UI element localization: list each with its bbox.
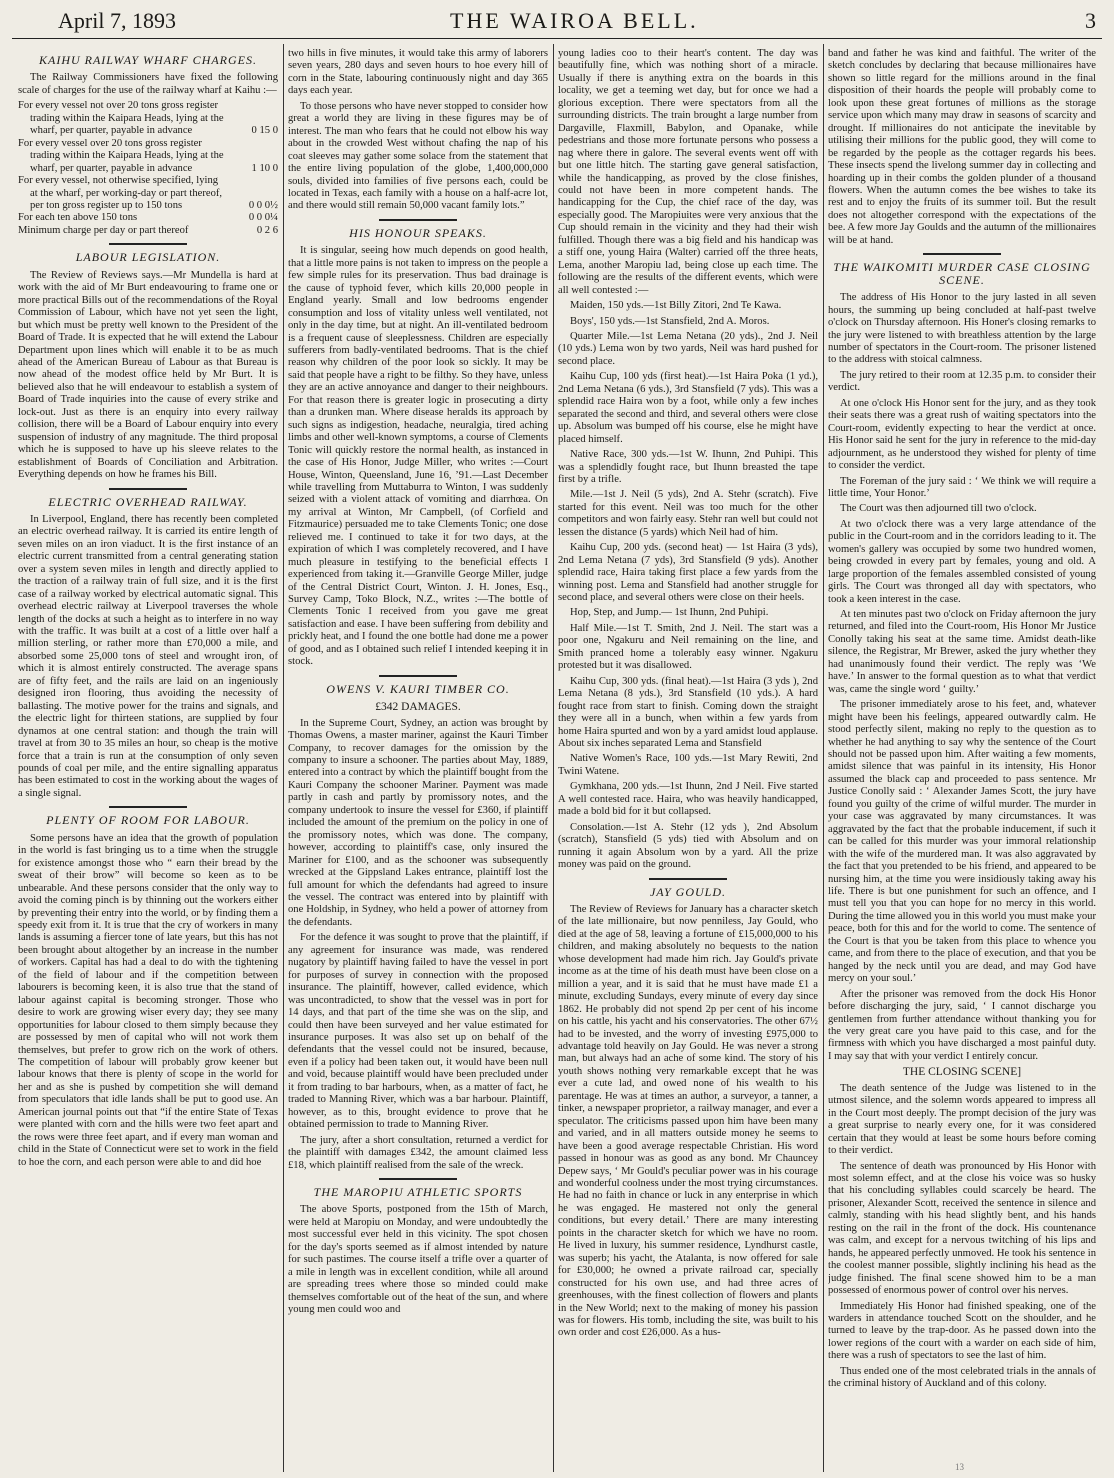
column-divider	[823, 44, 824, 1472]
column-1	[18, 48, 278, 1470]
article-paragraph: The Court was then adjourned till two o'clock.	[840, 503, 1037, 515]
charge-amount: 1 10 0	[251, 162, 278, 174]
section-rule	[379, 675, 457, 677]
article-paragraph: young ladies coo to their heart's content. The day was beautifully fine, which was nothing short of a miracle. Usually if there is anything extra on the boards in this locality, we get a teeming wet day, but for once we had a glorious exception. There were spectators from all the surrounding districts. The train brought a large number from Dargaville, Flaxmill, Babylon, and Opanake, while pedestrians and those more fortunate persons who possess a nag where there in galore. The several events went off with but one little hitch. The starting gave general satisfaction, while the handicapping, as proved by the close finishes, could not have been in more competent hands. The handicapping for the Cup, the chief race of the day, was especially good. The Maropiuites were very anxious that the Cup should remain in the vicinity and they had their wish fulfilled. Though there was a big field and his handicap was a stiff one, young Haira (Walter) carried off the three heats, Lema, another Maropiu lad, being close up each time. The following are the results of the different events, which were all well contested :—	[558, 48, 818, 296]
race-result: Kaihu Cup, 100 yds (first heat).—1st Haira Poka (1 yd.), 2nd Lema Netana (6 yds.), 3rd Stansfield (7 yds). This was a splendid race Haira won by a foot, while only a few inches separated the second and third, and several others were close up. Absolum was bumped off his course, else he might have placed himself.	[558, 371, 818, 445]
newspaper-title: THE WAIROA BELL.	[450, 8, 699, 33]
article-paragraph: Immediately His Honor had finished speaking, one of the warders in attendance touched Scott on the shoulder, and he turned to leave by the trap-door. As he passed down into the lower regions of the court with a warder on each side of him, there was a rush of spectators to see the last of him.	[828, 1300, 1096, 1362]
article-paragraph: The Foreman of the jury said : ‘ We think we will require a little time, Your Honor.’	[828, 475, 1096, 499]
article-paragraph: The Review of Reviews says.—Mr Mundella is hard at work with the aid of Mr Burt endeavouring to frame one or more practical Bills out of the recommendations of the Royal Commission of Labour, which have not yet seen the light, but which must be pretty well known to the President of the Board of Trade. It is expected that he will extend the Labour Department upon lines which will enable it to be as much ahead of the American Bureau of Labour as that Bureau is now ahead of the modest office held by Mr Burt. It is believed also that he will endeavour to establish a system of Board of Trade inquiries into the cause of every strike and lock-out. Just as there is an enquiry into every railway collision, there will be a Board of Labour enquiry into every suspension of industry of any magnitude. The third proposal which he is supposed to have up his sleeve relates to the establishment of Boards of Conciliation and Arbitration. Everything depends on how he frames his Bill.	[18, 269, 278, 481]
article-paragraph: At ten minutes past two o'clock on Friday afternoon the jury returned, and filed into the Court-room, His Honor Mr Justice Conolly taking his seat at the same time. Amidst death-like silence, the Registrar, Mr Brewer, asked the jury whether they had unanimously found their verdict. The reply was ‘We have.’ In answer to the formal question as to what that verdict was, came the single word ‘ guilty.’	[828, 609, 1096, 695]
column-3	[558, 48, 818, 1470]
article-subheading: THE CLOSING SCENE]	[902, 1066, 1022, 1079]
charge-row	[18, 225, 278, 237]
article-paragraph: In Liverpool, England, there has recently been completed an electric overhead railway. It is carried its entire length of seven miles on an iron viaduct. It is the first instance of an electric current transmitted from a central generating station over a system seven miles in length and directly applied to the traction of a railway train of full size, and it is the first case of a railway worked by electrical automatic signal. This overhead electric railway at Liverpool traverses the whole length of the docks at such a height as to interfere in no way with the traffic. It was built at a cost of a little over half a million sterling, or rather more than £70,000 a mile, and absorbed some 25,000 tons of steel and wrought iron, of which it is almost entirely constructed. The average spans are of fifty feet, and the rails are laid on an ingeniously designed iron flooring, thus avoiding the necessity of ballasting. The motive power for the trains and signals, and the electric light for thirteen stations, are supplied by four dynamos at one central station: and though the train will travel at from 30 to 35 miles an hour, so cheap is the motive force that a train is run at the consumption of only seven pounds of coal per mile, and the entire signalling apparatus has been estimated to cost in the working about the wages of a single signal.	[18, 513, 278, 799]
article-heading: JAY GOULD.	[649, 884, 726, 899]
charges-table	[18, 100, 278, 237]
race-result: Native Women's Race, 100 yds.—1st Mary Rewiti, 2nd Twini Watene.	[558, 753, 818, 777]
article-heading: OWENS V. KAURI TIMBER CO.	[326, 681, 510, 696]
charge-amount: 0 15 0	[251, 125, 278, 137]
article-paragraph: After the prisoner was removed from the dock His Honor before discharging the jury, said, ‘ I cannot discharge you gentlemen from further attendance without thanking you for the very great care you have paid to this case, and for the firmness with which you have discharged a most painful duty. I may say that with your verdict I entirely concur.	[828, 988, 1096, 1062]
section-rule	[649, 878, 727, 880]
charge-label: Minimum charge per day or part thereof	[18, 224, 189, 236]
article-paragraph: The above Sports, postponed from the 15th of March, were held at Maropiu on Monday, and were undoubtedly the most successful ever held in this vicinity. The spot chosen for the day's sports seemed as if almost intended by nature for such pastimes. The course itself a trifle over a quarter of a mile in length was in excellent condition, while all around are spreading trees where those so minded could make themselves comfortable out of the heat of the sun, and where young men could woo and	[288, 1204, 548, 1316]
race-result: Quarter Mile.—1st Lema Netana (20 yds)., 2nd J. Neil (10 yds.) Lema won by two yards, Neil was hard pushed for second place.	[558, 330, 818, 367]
section-rule	[379, 1178, 457, 1180]
section-rule	[109, 488, 187, 490]
article-paragraph: For the defence it was sought to prove that the plaintiff, if any agreement for insurance was made, was rendered nugatory by plaintiff having failed to have the vessel in port for purposes of survey in connection with the proposed insurance. The plaintiff, however, called evidence, which was uncontradicted, to show that the vessel was in port for 14 days, and that part of the time she was on the slip, and could then have been surveyed and her value estimated for insurance purposes. It was also set up on behalf of the defendants that the vessel could not be insured, because, even if a policy had been taken out, it would have been null and void, because plaintiff would have been precluded under it from trading to bar harbours, when, as a matter of fact, he traded to Manning River, which was a bar harbour. Plaintiff, however, as to this, brought evidence to prove that he obtained permission to trade to Manning River.	[288, 932, 548, 1131]
article-heading: ELECTRIC OVERHEAD RAILWAY.	[48, 494, 248, 509]
race-result: Maiden, 150 yds.—1st Billy Zitori, 2nd Te Kawa.	[570, 300, 782, 312]
section-rule	[923, 253, 1001, 255]
article-paragraph: The jury, after a short consultation, returned a verdict for the plaintiff with damages £342, the amount claimed less £18, which plaintiff realised from the sale of the wreck.	[288, 1134, 548, 1171]
race-result: Native Race, 300 yds.—1st W. Ihunn, 2nd Puhipi. This was a splendidly fought race, but Ihunn breasted the tape first by a trifle.	[558, 449, 818, 485]
article-heading: LABOUR LEGISLATION.	[75, 250, 221, 265]
issue-date: April 7, 1893	[58, 8, 176, 33]
article-paragraph: To those persons who have never stopped to consider how great a world they are living in these figures may be of interest. The man who fears that he could not elbow his way about in the crowded West without chafing the nap of his coat sleeves may gather some solace from the statement that the entire living population of the globe, 1,400,000,000 souls, divided into families of five persons each, could be located in Texas, each family with a house on a half-acre lot, and there would still remain 50,000 vacant family lots.”	[288, 100, 548, 212]
article-paragraph: band and father he was kind and faithful. The writer of the sketch concludes by declaring that because millionaires have shown so little regard for the millions around in the final disposition of their hoards the people will probably come to look upon these great fortunes of millions as the storage service upon which many may draw in seasons of scarcity and drought. If millionaires do not anticipate the inevitable by utilising their millions for the public good, they will come to be regarded by the people as the cottager regards his bees. These insects spend the livelong summer day in collecting and hoarding up in their combs the golden plunder of a thousand flowers. When the autumn comes the bee wishes to take its rest and to enjoy the fruits of its summer toil. But the result does not altogether correspond with the expectations of the bee. A few more Jay Goulds and the autumn of the millionaires will be at hand.	[828, 48, 1096, 246]
article-paragraph: The prisoner immediately arose to his feet, and, whatever might have been his feelings, appeared outwardly calm. He stood perfectly silent, making no reply to the question as to whether he had anything to say why the sentence of the Court should not be passed upon him. After waiting a few moments, amidst silence that was painful in its intensity, His Honor assumed the black cap and proceeded to pass sentence. Mr Justice Conolly said : ‘ Alexander James Scott, the jury have found you guilty of the crime of wilful murder. The murder in your case was aggravated by many circumstances. It was aggravated by the fact that the probable inducement, if such it can be called for this murder was your immoral relationship with the wife of the murdered man. It was also aggravated by the fact that you pretended to be his friend, and appeared to be nursing him, at the time you were insidiously taking away his life. There is but one punishment for such an offence, and I must tell you that you can hope for no mercy in this world. During the time allowed you in this world you must make your peace, both for this and for the world to come. The sentence of the Court is that you be taken from this place to whence you came, and from there to the place of execution, and that you be hanged by the neck until you are dead, and may God have mercy on your soul.’	[828, 699, 1096, 985]
column-2	[288, 48, 548, 1470]
article-heading: HIS HONOUR SPEAKS.	[349, 225, 487, 240]
charge-row	[18, 138, 278, 175]
charge-label: For every vessel, not otherwise specified, lying at the wharf, per working-day or part thereof, per ton gross register up to 150 tons	[18, 175, 223, 211]
article-subheading: £342 DAMAGES.	[375, 701, 461, 714]
race-result: Half Mile.—1st T. Smith, 2nd J. Neil. The start was a poor one, Ngakuru and Neil remaining on the line, and Smith pranced home a tolerably easy winner. Ngakuru protested but it was disallowed.	[558, 622, 818, 672]
section-rule	[109, 243, 187, 245]
article-paragraph: The address of His Honor to the jury lasted in all seven hours, the summing up being concluded at half-past twelve o'clock on Thursday afternoon. His Honer's closing remarks to the jury were listened to with breathless attention by the large number of spectators in the Court-room. The prisoner listened to the address with stoical calmness.	[828, 292, 1096, 366]
column-divider	[283, 44, 284, 1472]
charge-amount: 0 2 6	[256, 224, 278, 236]
article-paragraph: The Review of Reviews for January has a character sketch of the late millionaire, but now penniless, Jay Gould, who died at the age of 58, leaving a fortune of £15,000,000 to his children, and making absolutely no bequests to the nation whose development had made him rich. Jay Gould's private income as at the time of his death must have been close on a million a year, and it is said that he must have made £1 a minute, excluding Sundays, every minute of every day since 1862. He probably did not spend 2p per cent of his income on his cattle, his yacht and his conservatories. The other 67½ had to be invested, and the worry of investing £975,000 to advantage told heavily on Jay Gould. He was never a strong man, but always had an ache of some kind. The story of his youth shows nothing very remarkable except that he was ever a cute lad, and owed none of his wealth to his parentage. He was at times an author, a surveyor, a tanner, a tinker, a newspaper proprietor, a railway manager, and ever a speculator. The criticisms passed upon him have been many and varied, and in all matters outside money he seems to have been a good average respectable Christian. His word passed in honour was as good as any bond. Mr Chauncey Depew says, ‘ Mr Gould's peculiar power was in his courage and wonderful coolness under the most trying circumstances. He had no faith in chance or luck in any enterprise in which he was engaged. He mastered not only the general conditions, but every detail.’ There are many interesting points in the character sketch for which we have no room. He lived in luxury, his summer residence, Lyndhurst castle, was superb; his yacht, the Atalanta, is now offered for sale for £30,000; he owned a private railroad car, specially constructed for his own use, and had three acres of greenhouses, with the finest collection of flowers and plants in the New World; next to the making of money his passion was for flowers. His tomb, including the site, was built to his own order and cost £26,000. As a hus-	[558, 904, 818, 1339]
race-result: Kaihu Cup, 200 yds. (second heat) — 1st Haira (3 yds), 2nd Lema Netana (7 yds), 3rd Stansfield (9 yds). Another splendid race, Haira taking first place a few yards from the winning post. Lema and Stansfield had another struggle for second place, and several others were close on their heels.	[558, 542, 818, 604]
masthead	[0, 0, 1114, 40]
article-paragraph: The jury retired to their room at 12.35 p.m. to consider their verdict.	[828, 369, 1096, 394]
article-heading: THE MAROPIU ATHLETIC SPORTS	[313, 1184, 523, 1199]
article-paragraph: At one o'clock His Honor sent for the jury, and as they took their seats there was a great rush of waiting spectators into the Court-room, evidently expecting to hear the verdict at once. His Honor said he sent for the jury in reference to the mid-day adjournment, as he understood they wished for plenty of time to consider the verdict.	[828, 397, 1096, 472]
column-4	[828, 48, 1096, 1470]
article-heading: KAIHU RAILWAY WHARF CHARGES.	[38, 53, 258, 67]
article-paragraph: The death sentence of the Judge was listened to in the utmost silence, and the solemn words appeared to impress all in the Court most deeply. The prompt decision of the jury was a great surprise to nearly every one, for it was considered certain that they would at least be some hours before coming to their verdict.	[828, 1082, 1096, 1157]
section-rule	[109, 806, 187, 808]
charge-amount: 0 0 0½	[248, 199, 278, 211]
article-paragraph: The sentence of death was pronounced by His Honor with most solemn effect, and at the close his voice was so husky that his concluding syllables could scarcely be heard. The prisoner, Alexander Scott, received the sentence in silence and calmly, standing with his head slightly bent, and his hands resting on the rail in the front of the dock. His countenance was calm, and except for a nervous twitching of his lips and hands, he appeared perfectly unmoved. He took his sentence in the coolest manner possible, slightly inclining his head as the judge finished. The final scene showed him to be a man possessed of enormous power of control over his nerves.	[828, 1160, 1096, 1297]
article-heading: PLENTY OF ROOM FOR LABOUR.	[46, 813, 250, 828]
charge-row	[18, 175, 278, 212]
race-result: Mile.—1st J. Neil (5 yds), 2nd A. Stehr (scratch). Five started for this event. Neil was too much for the other competitors and won fairly easy. Stehr ran well but could not lessen the distance (5 yards) which Neil had of him.	[558, 489, 818, 538]
article-paragraph: Thus ended one of the most celebrated trials in the annals of the criminal history of Auckland and of this colony.	[828, 1365, 1096, 1390]
charge-label: For each ten above 150 tons	[18, 212, 138, 224]
charge-row	[18, 100, 278, 137]
race-result: Gymkhana, 200 yds.—1st Ihunn, 2nd J Neil. Five started A well contested race. Haira, who was heavily handicapped, made a bold bid for it but collapsed.	[558, 781, 818, 818]
race-result: Consolation.—1st A. Stehr (12 yds ), 2nd Absolum (scratch), Stansfield (5 yds) tied with Absolum and on running it again Absolum won by a yard. All the prize money was paid on the ground.	[558, 821, 818, 871]
charge-amount: 0 0 0¼	[248, 212, 278, 224]
charge-row	[18, 212, 278, 224]
article-paragraph: It is singular, seeing how much depends on good health, that a little more pains is not taken to impress on the people a few simple rules for its preservation. Thus bad drainage is the cause of typhoid fever, which kills 20,000 people in England yearly. Small and low bedrooms engender consumption and loss of vitality unless well ventilated, not only in the day time, but at night. An ill-ventilated bedroom is a frequent cause of sleeplessness. Children are especially sufferers from badly-ventilated bedrooms. That is the chief reason why children of the poor look so sickly. It may be said that people have a right to be filthy. So they have, unless they are an active annoyance and danger to their neighbours. For that reason there is greater logic in prosecuting a dirty than a drunken man. Where disease heralds its approach by such signs as indigestion, headache, neuralgia, tired aching limbs and other well-known symptoms, a course of Clements Tonic will quickly restore the normal health, as instanced in the case of His Honor, Judge Miller, who writes :—Court House, Winton, Queensland, June 16, ’91.—Last December while travelling from Muttaburra to Winton, I was suddenly seized with a violent attack of vomiting and diarrhœa. On my arrival at Winton, Mr Campbell, (of Corfield and Fitzmaurice) persuaded me to take Clements Tonic; one dose relieved me. I continued to take it for two days, at the expiration of which I was completely recovered, and I have much pleasure in testifying to the beneficial effects I experienced from taking it.—Granville George Miller, judge of the Central District Court, Winton. J. H. Jones, Esq., Survey Camp, Toko Block, N.Z., writes :—The bottle of Clements Tonic I received from you gave me great satisfaction and ease. I have been suffering from debility and prickly heat, and I found the one bottle had done me a power of good, and as I obtained such relief I intended keeping it in stock.	[288, 245, 548, 668]
masthead-rule	[12, 38, 1102, 39]
article-paragraph: The Railway Commissioners have fixed the following scale of charges for the use of the railway wharf at Kaihu :—	[18, 72, 278, 96]
race-result: Hop, Step, and Jump.— 1st Ihunn, 2nd Puhipi.	[570, 607, 769, 619]
article-heading: THE WAIKOMITI MURDER CASE CLOSING SCENE.	[833, 260, 1091, 287]
race-result: Boys', 150 yds.—1st Stansfield, 2nd A. Moros.	[570, 315, 770, 327]
page-footer-mark: 13	[955, 1462, 964, 1472]
charge-label: For every vessel over 20 tons gross register trading within the Kaipara Heads, lying at the wharf, per quarter, payable in advance	[18, 137, 224, 174]
page-number: 3	[1085, 8, 1096, 33]
article-paragraph: At two o'clock there was a very large attendance of the public in the Court-room and in the corridors leading to it. The women's gallery was occupied by some two hundred women, being crowded in every part by females, young and old. A large proportion of the females assembled consisted of young girls. The Court was thronged all day with spectators, who took a keen interest in the case.	[828, 518, 1096, 605]
article-paragraph: In the Supreme Court, Sydney, an action was brought by Thomas Owens, a master mariner, against the Kauri Timber Company, to recover damages for the omission by the company to insure a schooner. The parties about May, 1889, entered into a contract by which the plaintiff bought from the Kauri Company the schooner Mariner. Payment was made partly in cash and partly by promissory notes, and the company undertook to insure the vessel for £360, if plaintiff included the amount of the premium on the policy in one of the promissory notes, which was done. The company, however, according to plaintiff's case, only insured the Mariner for £100, and as the schooner was subsequently wrecked at the Gippsland Lakes entrance, plaintiff lost the full amount for which the defendants had agreed to insure the vessel. The contract was entered into by plaintiff with one Holdship, in Sydney, who held a power of attorney from the defendants.	[288, 717, 548, 928]
charge-label: For every vessel not over 20 tons gross register trading within the Kaipara Heads, lying at the wharf, per quarter, payable in advance	[18, 100, 224, 137]
column-divider	[553, 44, 554, 1472]
article-paragraph: Some persons have an idea that the growth of population in the world is fast bringing us to a time when the struggle for existence amongst those who “ earn their bread by the sweat of their brow” will become so keen as to be unbearable. And these persons consider that the only way to avoid the coming pinch is by thinning out the workers either by preventing their entry into the world, or by finding them a speedy exit from it. It is true that the cry of workers in many lands is assuming a fiercer tone of late years, but this has not been brought about altogether by an increase in the number of workers. Capital has had a deal to do with the tightening of the field of labour and if the competition between labourers is becoming keen, it is also true that the stand of labour against capital is becoming stronger. Those who desire to work are growing wiser every day; they see many opportunities for labour closed to them simply because they are possessed by men of capital who will not work them themselves, but prefer to grow rich on the work of others. The competition of labour will probably grow keener but labour knows that there is plenty of scope in the world for her and as she is pushed by competition she will demand from speculators that idle lands shall be put to good use. An American journal points out that “if the entire State of Texas were planted with corn and the hills were two feet apart and the rows were three feet apart, and if every man woman and child in the State of Connecticut were set to work in the field to hoe the corn, and each person were able to and did hoe	[18, 832, 278, 1168]
section-rule	[379, 219, 457, 221]
race-result: Kaihu Cup, 300 yds. (final heat).—1st Haira (3 yds ), 2nd Lema Netana (8 yds.), 3rd Stansfield (10 yds.). A hard fought race from start to finish. Coming down the straight they were all in a bunch, when within a few yards from home Haira spurted and won by a yard amidst loud applause. About six inches separated Lema and Stansfield	[558, 675, 818, 750]
article-paragraph: two hills in five minutes, it would take this army of laborers seven years, 280 days and seven hours to hoe every hill of corn in the State, labouring continuously night and day 365 days each year.	[288, 48, 548, 97]
